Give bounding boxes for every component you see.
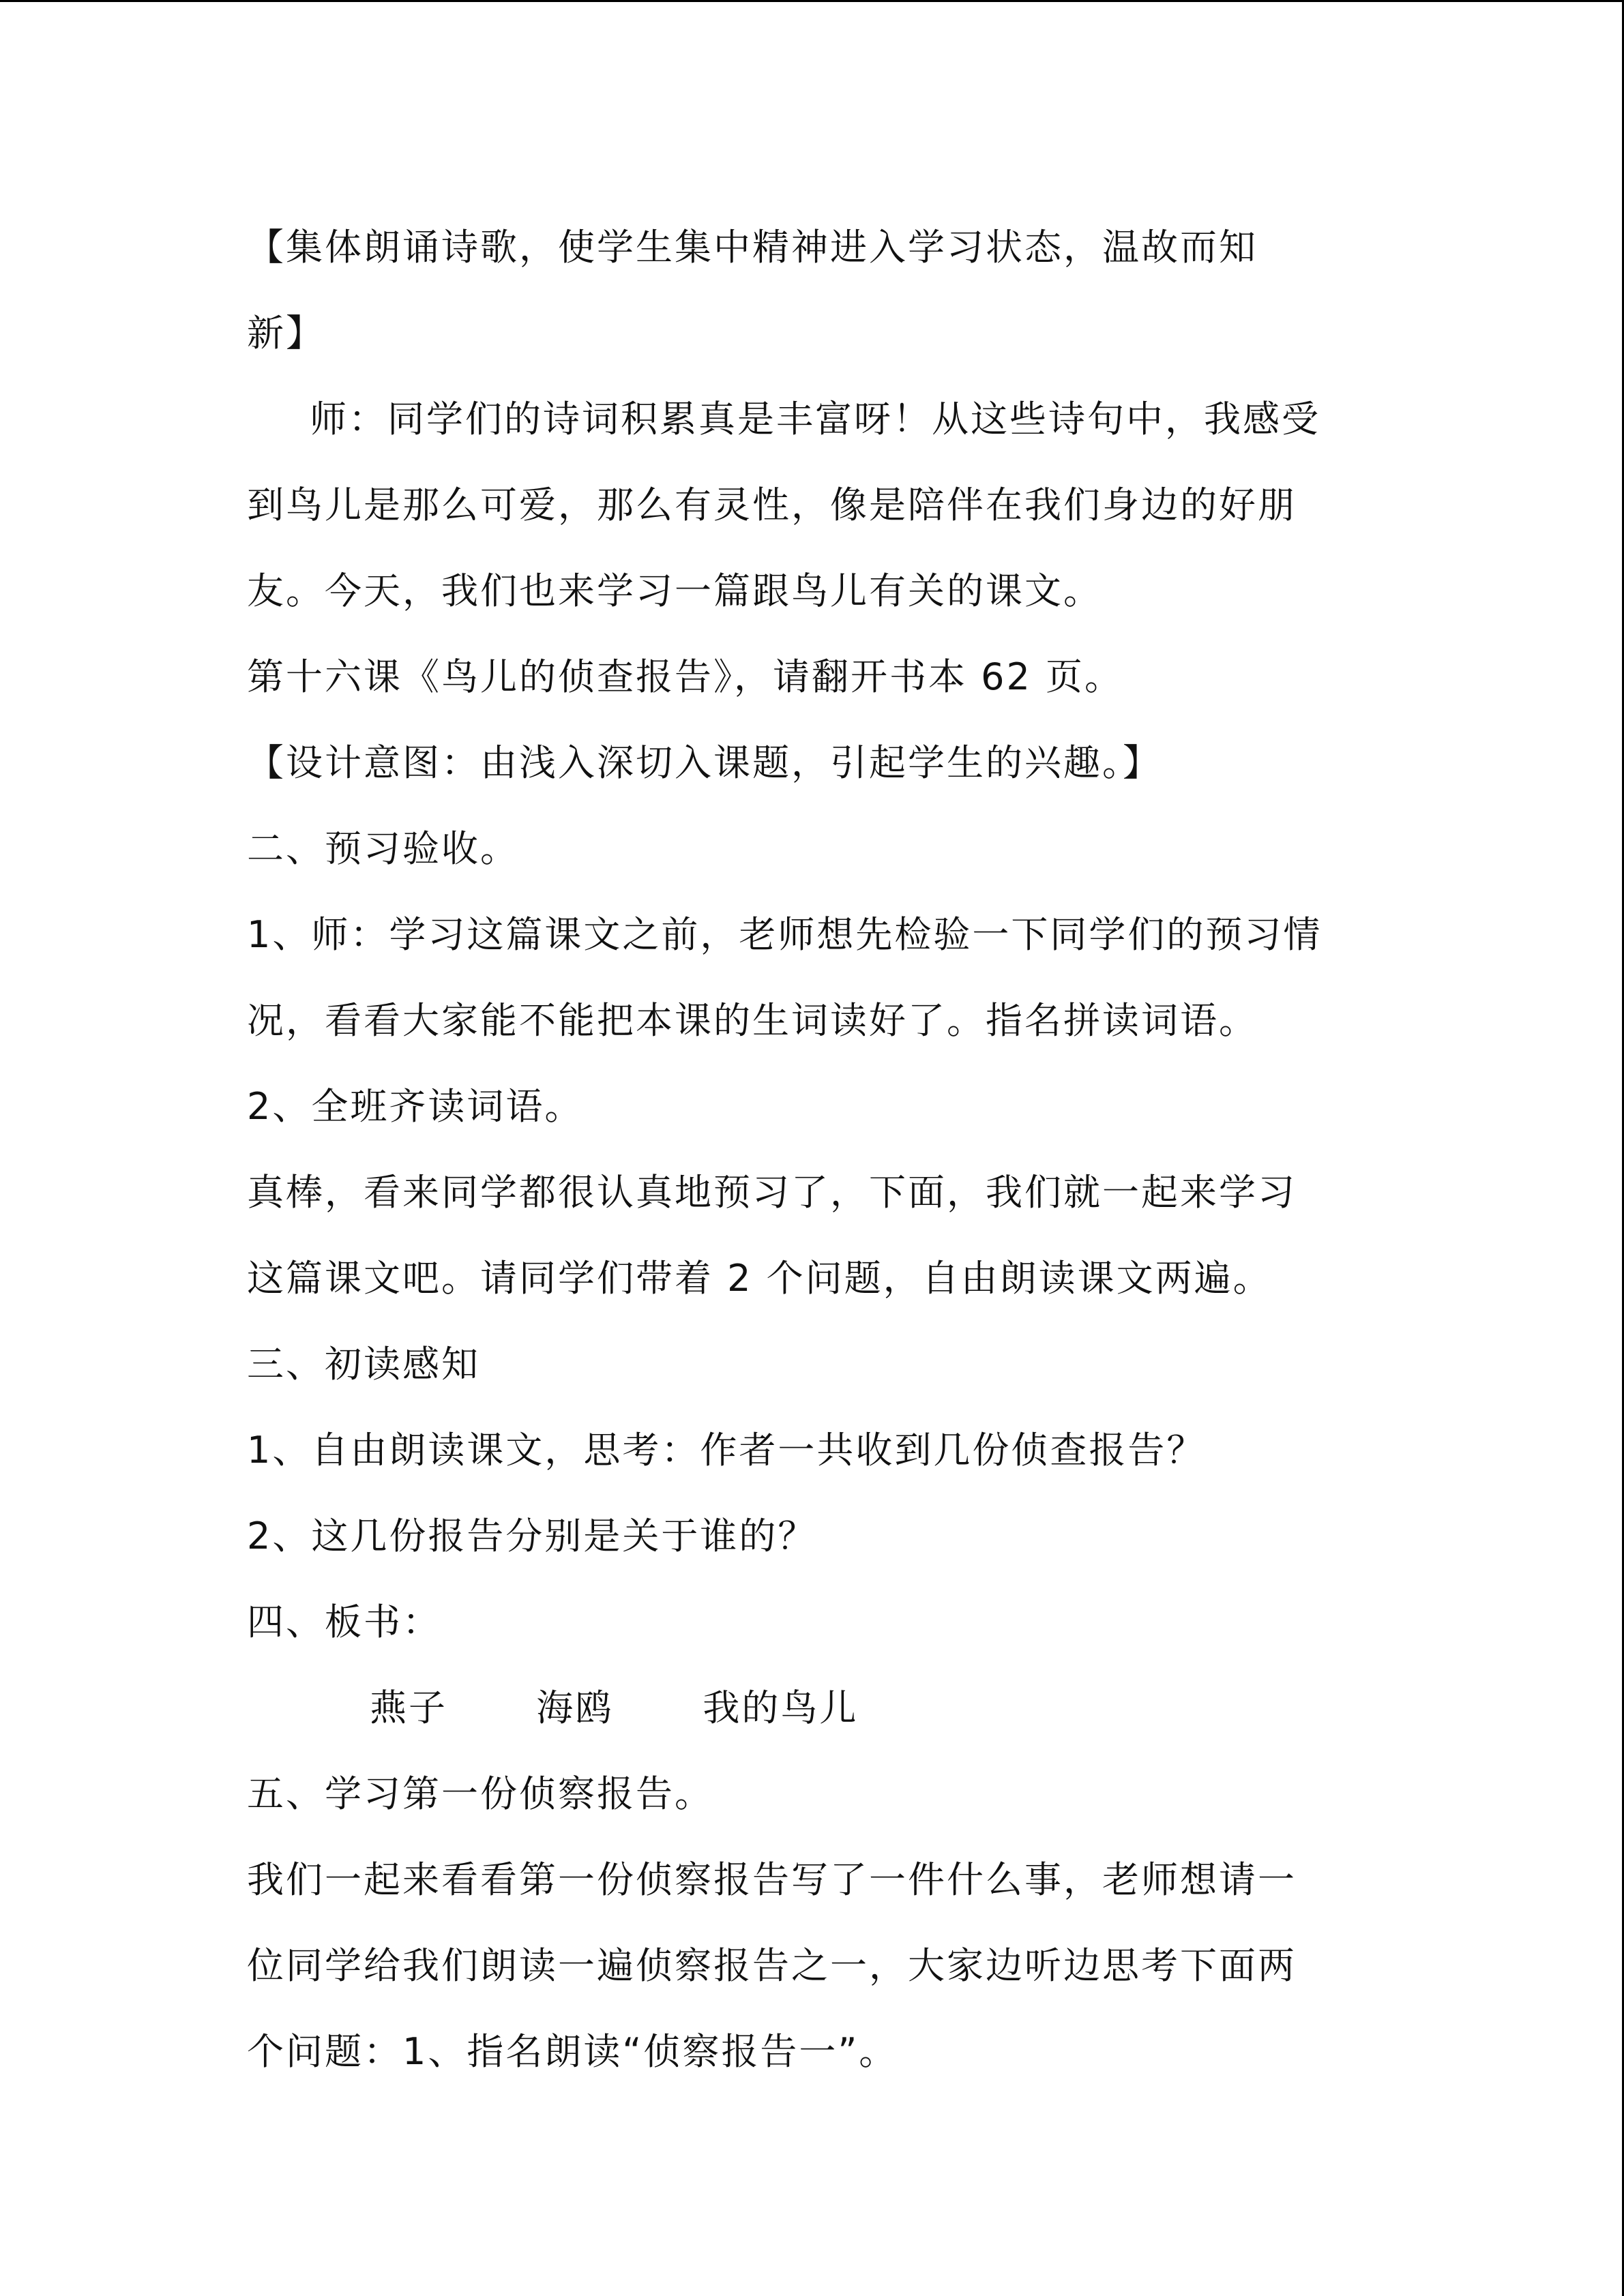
paragraph-line: 新】 bbox=[247, 312, 325, 355]
board-item: 燕子 bbox=[370, 1686, 447, 1729]
section-heading: 三、初读感知 bbox=[247, 1343, 480, 1386]
paragraph-line: 位同学给我们朗读一遍侦察报告之一，大家边听边思考下面两 bbox=[247, 1944, 1297, 1987]
section-heading: 四、板书： bbox=[247, 1600, 441, 1643]
board-item: 我的鸟儿 bbox=[703, 1686, 859, 1729]
section-heading: 二、预习验收。 bbox=[247, 827, 519, 870]
paragraph-line: 友。今天，我们也来学习一篇跟鸟儿有关的课文。 bbox=[247, 569, 1102, 612]
paragraph-line: 【设计意图：由浅入深切入课题，引起学生的兴趣。】 bbox=[247, 741, 1162, 784]
paragraph-line: 1、自由朗读课文，思考：作者一共收到几份侦查报告？ bbox=[247, 1429, 1206, 1472]
paragraph-line: 我们一起来看看第一份侦察报告写了一件什么事，老师想请一 bbox=[247, 1858, 1297, 1901]
paragraph-line: 【集体朗诵诗歌，使学生集中精神进入学习状态，温故而知 bbox=[247, 226, 1258, 269]
paragraph-line: 2、全班齐读词语。 bbox=[247, 1085, 584, 1128]
paragraph-line: 个问题：1、指名朗读“侦察报告一”。 bbox=[247, 2030, 898, 2073]
paragraph-line: 这篇课文吧。请同学们带着 2 个问题，自由朗读课文两遍。 bbox=[247, 1257, 1272, 1300]
paragraph-line: 真棒，看来同学都很认真地预习了，下面，我们就一起来学习 bbox=[247, 1171, 1297, 1214]
board-writing-row bbox=[247, 1665, 1379, 1751]
paragraph-line: 第十六课《鸟儿的侦查报告》，请翻开书本 62 页。 bbox=[247, 655, 1124, 698]
board-item: 海鸥 bbox=[536, 1686, 615, 1729]
paragraph-line: 2、这几份报告分别是关于谁的？ bbox=[247, 1515, 817, 1557]
document-body bbox=[247, 205, 1379, 2095]
page-border-top bbox=[0, 0, 1624, 2]
paragraph-line: 况，看看大家能不能把本课的生词读好了。指名拼读词语。 bbox=[247, 999, 1258, 1042]
section-heading: 五、学习第一份侦察报告。 bbox=[247, 1772, 713, 1815]
paragraph-line: 1、师：学习这篇课文之前，老师想先检验一下同学们的预习情 bbox=[247, 913, 1323, 956]
paragraph-line: 师：同学们的诗词积累真是丰富呀！从这些诗句中，我感受 bbox=[310, 398, 1320, 441]
paragraph-line: 到鸟儿是那么可爱，那么有灵性，像是陪伴在我们身边的好朋 bbox=[247, 483, 1297, 526]
